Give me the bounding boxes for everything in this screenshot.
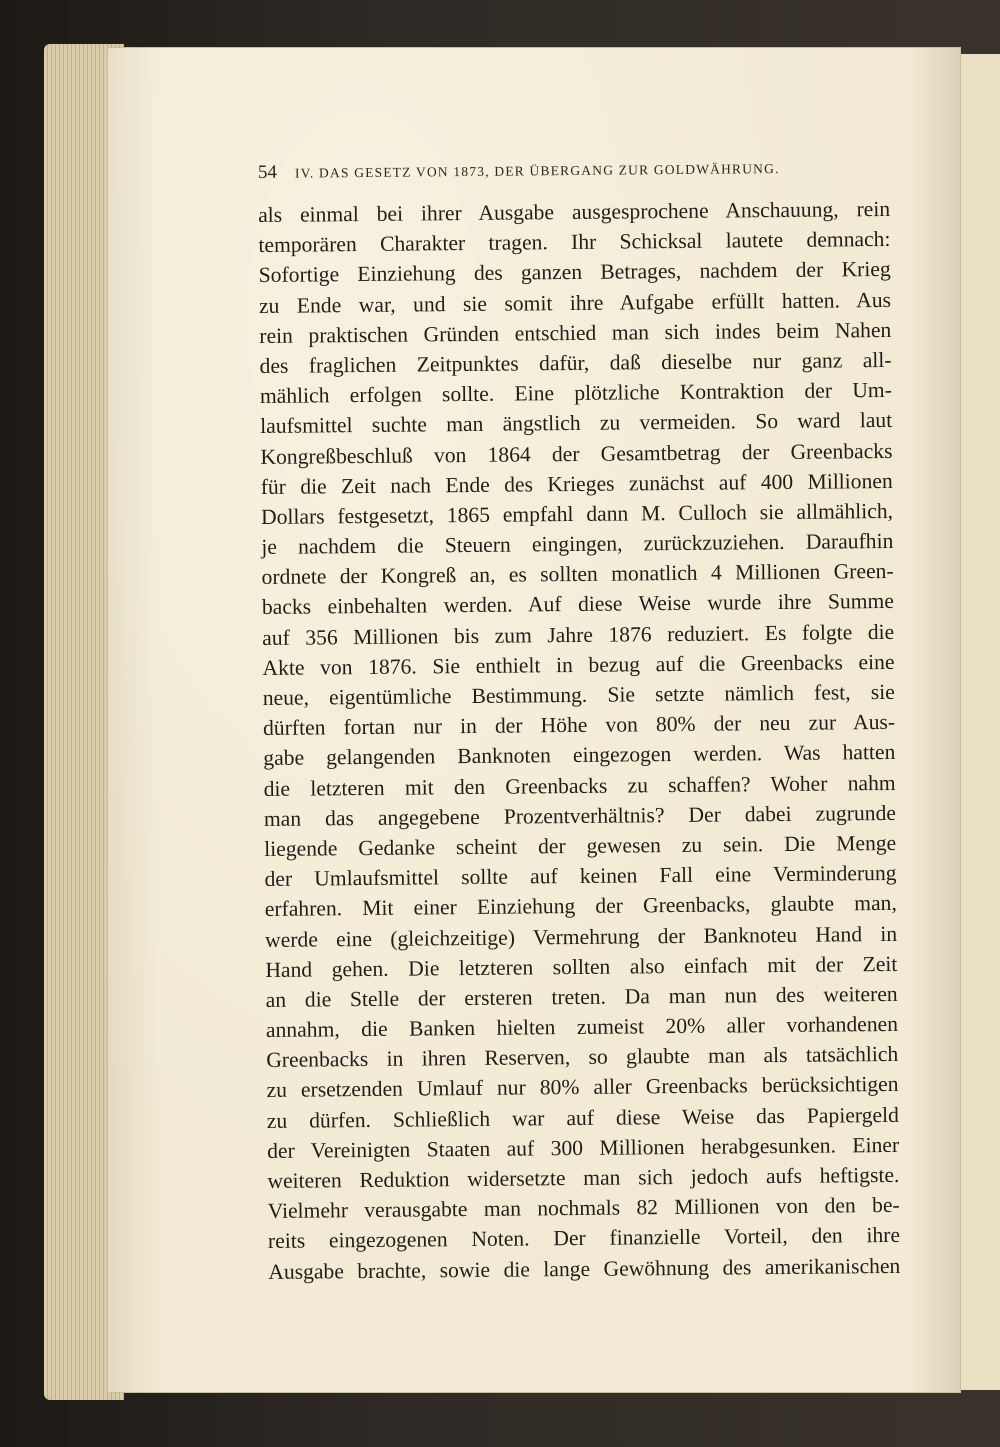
text-line: der Umlaufsmittel sollte auf keinen Fall eine Verminderung xyxy=(264,861,897,892)
text-line: Dollars festgesetzt, 1865 empfahl dann M. Culloch sie allmählich, xyxy=(260,498,894,529)
text-line: an die Stelle der ersteren treten. Da man nun des weiteren xyxy=(265,981,898,1012)
text-line: der Vereinigten Staaten auf 300 Millionen herabgesunken. Einer xyxy=(267,1132,900,1163)
text-line: neue, eigentümliche Bestimmung. Sie setzte nämlich fest, sie xyxy=(262,679,895,710)
text-line: Akte von 1876. Sie enthielt in bezug auf die Greenbacks eine xyxy=(262,649,895,680)
text-line: auf 356 Millionen bis zum Jahre 1876 reduziert. Es folgte die xyxy=(262,619,895,650)
text-line: Ausgabe brachte, sowie die lange Gewöhnung des amerikanischen xyxy=(268,1253,901,1284)
text-line: reits eingezogenen Noten. Der finanzielle Vorteil, den ihre xyxy=(267,1223,901,1254)
text-line: annahm, die Banken hielten zumeist 20% aller vorhandenen xyxy=(265,1011,899,1043)
text-line: Hand gehen. Die letzteren sollten also einfach mit der Zeit xyxy=(265,951,898,982)
text-line: je nachdem die Steuern eingingen, zurückzuziehen. Daraufhin xyxy=(261,528,894,560)
text-line: backs einbehalten werden. Auf diese Weise wurde ihre Summe xyxy=(261,589,894,620)
text-line: zu dürfen. Schließlich war auf diese Weise das Papiergeld xyxy=(266,1102,899,1133)
text-line: ordnete der Kongreß an, es sollten monatlich 4 Millionen Green- xyxy=(261,559,894,590)
text-line: als einmal bei ihrer Ausgabe ausgesprochene Anschauung, rein xyxy=(258,196,891,227)
text-line: Sofortige Einziehung des ganzen Betrages, nachdem der Krieg xyxy=(258,257,891,288)
text-line: rein praktischen Gründen entschied man sich indes beim Nahen xyxy=(259,317,892,348)
text-line: die letzteren mit den Greenbacks zu schaffen? Woher nahm xyxy=(263,770,896,801)
page-header xyxy=(258,156,890,192)
text-line: für die Zeit nach Ende des Krieges zunächst auf 400 Millionen xyxy=(260,468,893,499)
text-line: zu ersetzenden Umlauf nur 80% aller Greenbacks berücksichtigen xyxy=(266,1072,899,1103)
text-line: zu Ende war, und sie somit ihre Aufgabe erfüllt hatten. Aus xyxy=(258,287,892,318)
text-line: liegende Gedanke scheint der gewesen zu sein. Die Menge xyxy=(264,830,897,861)
text-line: gabe gelangenden Banknoten eingezogen werden. Was hatten xyxy=(263,740,896,771)
text-line: dürften fortan nur in der Höhe von 80% der neu zur Aus- xyxy=(262,710,896,741)
body-text xyxy=(258,194,900,1287)
text-line: Vielmehr verausgabte man nochmals 82 Millionen von den be- xyxy=(267,1193,900,1224)
text-line: weiteren Reduktion widersetzte man sich jedoch aufs heftigste. xyxy=(267,1162,900,1193)
running-head: IV. DAS GESETZ VON 1873, DER ÜBERGANG ZUR GOLDWÄHRUNG. xyxy=(294,160,780,181)
text-line: laufsmittel suchte man ängstlich zu vermeiden. So ward laut xyxy=(260,408,893,439)
page-number: 54 xyxy=(257,161,278,183)
text-line: temporären Charakter tragen. Ihr Schicksal lautete demnach: xyxy=(258,227,891,258)
text-line: man das angegebene Prozentverhältnis? Der dabei zugrunde xyxy=(263,800,897,831)
text-line: des fraglichen Zeitpunktes dafür, daß dieselbe nur ganz all- xyxy=(259,347,892,378)
text-line: erfahren. Mit einer Einziehung der Greenbacks, glaubte man, xyxy=(264,891,897,922)
text-line: Greenbacks in ihren Reserven, so glaubte man als tatsächlich xyxy=(266,1042,899,1073)
text-line: mählich erfolgen sollte. Eine plötzliche Kontraktion der Um- xyxy=(259,378,892,409)
text-line: Kongreßbeschluß von 1864 der Gesamtbetrag der Greenbacks xyxy=(260,438,893,469)
adjacent-page-edge xyxy=(958,54,1000,1390)
text-line: werde eine (gleichzeitige) Vermehrung der Banknoteu Hand in xyxy=(264,921,898,952)
